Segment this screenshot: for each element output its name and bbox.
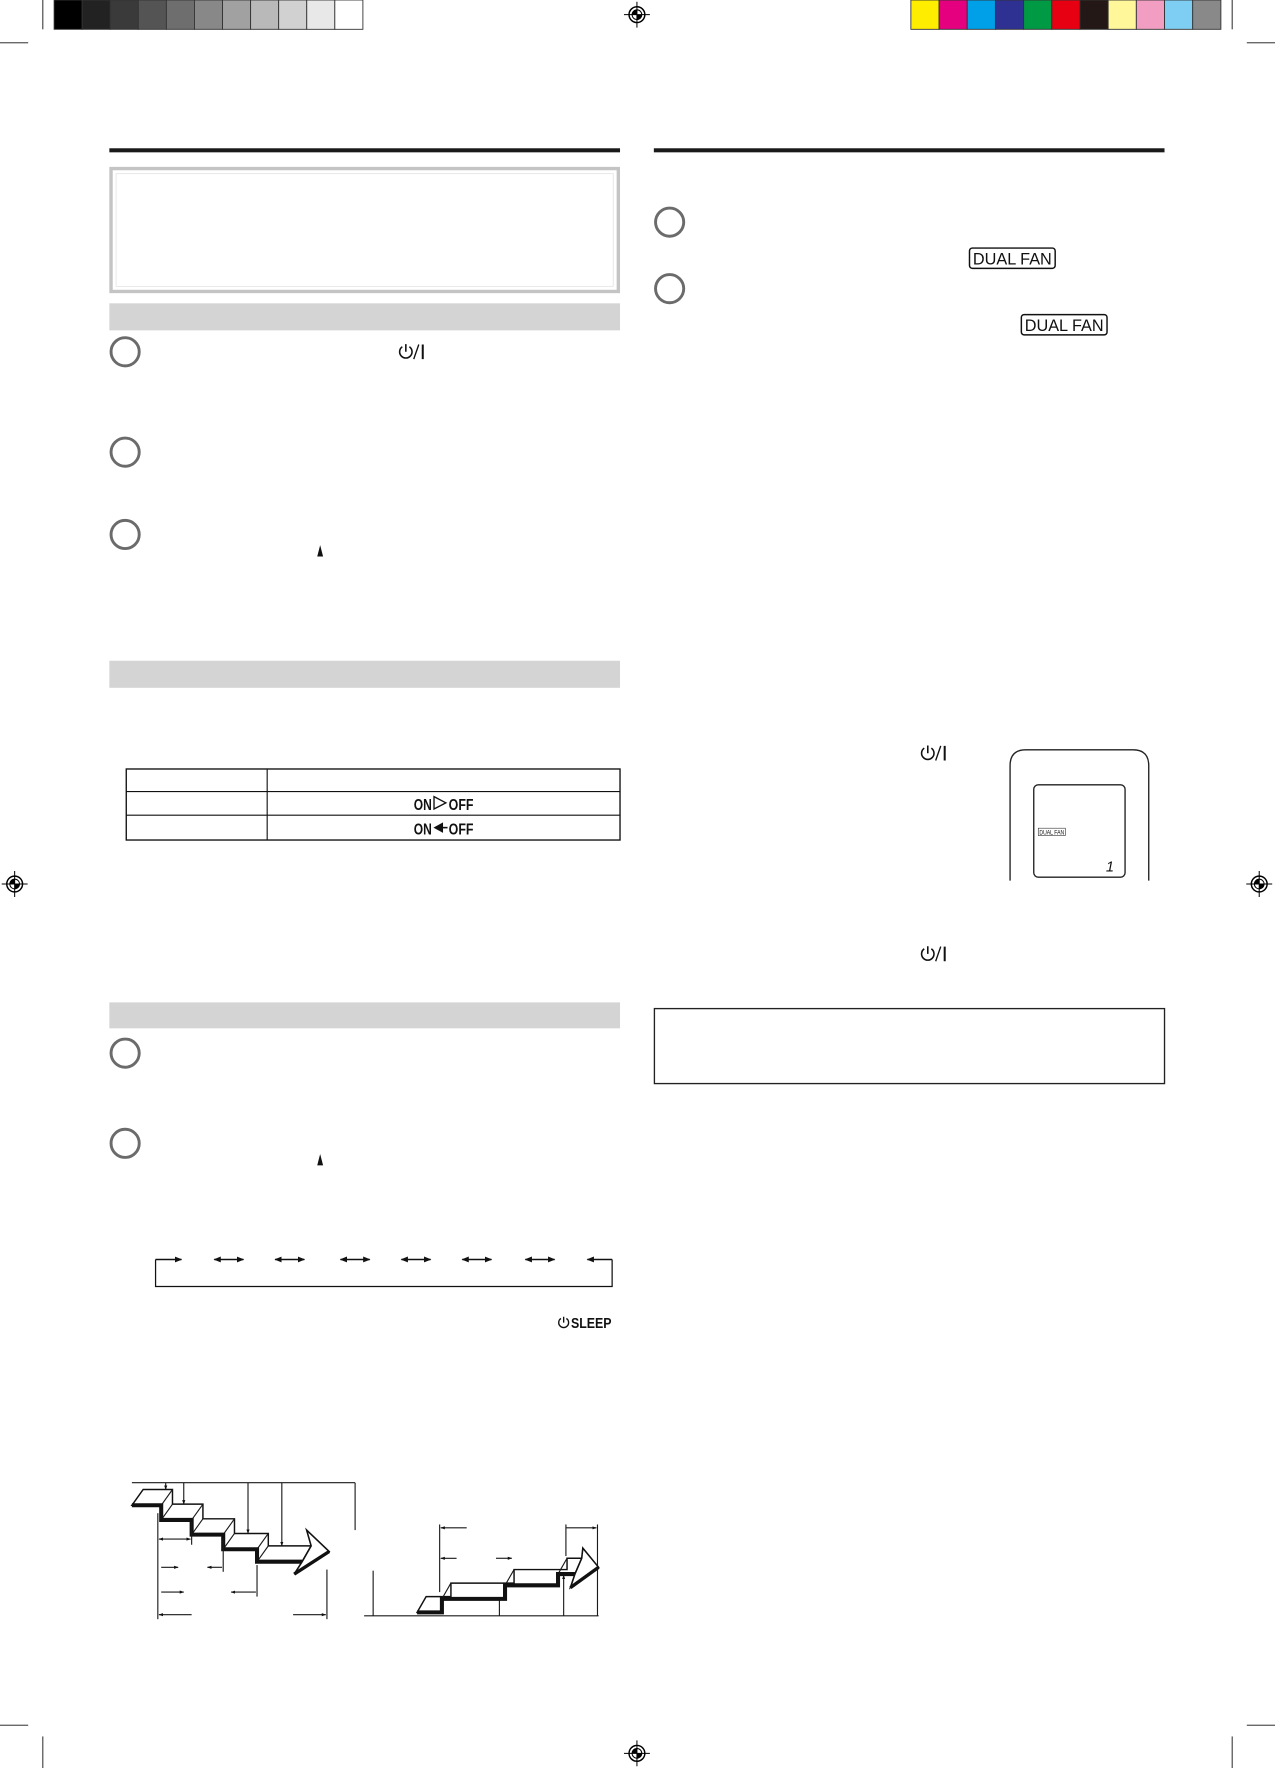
- remote-display-mode: DUAL FAN: [1039, 829, 1065, 837]
- registration-mark-icon: [624, 1740, 650, 1766]
- setting-cycle-diagram: [156, 1259, 613, 1286]
- section-heading-band: [109, 1002, 620, 1028]
- color-swatch: [1052, 0, 1080, 29]
- dual-fan-indicator: [1021, 315, 1107, 335]
- step-circle-icon: [111, 1039, 139, 1067]
- note-box: [654, 1009, 1164, 1084]
- color-swatch: [911, 0, 939, 29]
- on-label: ON: [413, 797, 432, 815]
- step-circle-icon: [656, 208, 684, 236]
- grayscale-swatch: [110, 0, 138, 29]
- color-swatch: [967, 0, 995, 29]
- outline-right-triangle-icon: [434, 797, 446, 809]
- up-triangle-icon: [317, 1154, 323, 1165]
- power-icon: [400, 344, 423, 359]
- step-circle-icon: [111, 520, 139, 548]
- color-swatch: [995, 0, 1023, 29]
- column-top-rule: [654, 148, 1165, 152]
- grayscale-swatch: [194, 0, 222, 29]
- table-row: [414, 821, 474, 838]
- grayscale-swatch: [223, 0, 251, 29]
- sleep-button-label: [559, 1316, 612, 1332]
- dual-fan-label: DUAL FAN: [972, 249, 1052, 269]
- dual-fan-label: DUAL FAN: [1024, 315, 1104, 335]
- color-swatch: [1024, 0, 1052, 29]
- section-heading-band: [109, 303, 620, 330]
- on-label: ON: [413, 821, 432, 839]
- grayscale-color-bar: [54, 0, 363, 29]
- step-circle-icon: [111, 438, 139, 466]
- color-swatch: [1136, 0, 1164, 29]
- grayscale-swatch: [54, 0, 82, 29]
- process-color-bar: [911, 0, 1221, 29]
- intro-box: [111, 169, 618, 292]
- color-swatch: [1080, 0, 1108, 29]
- up-triangle-icon: [317, 545, 323, 556]
- grayscale-swatch: [82, 0, 110, 29]
- table-row: [414, 797, 474, 815]
- remote-control-illustration: [1010, 750, 1149, 881]
- dual-fan-indicator: [969, 248, 1055, 268]
- column-top-rule: [109, 148, 620, 152]
- grayscale-swatch: [251, 0, 279, 29]
- table-frame: [126, 769, 620, 840]
- registration-mark-icon: [2, 871, 28, 897]
- power-icon: [922, 946, 945, 961]
- grayscale-swatch: [279, 0, 307, 29]
- ascending-steps-arrow-icon: [364, 1524, 598, 1615]
- power-icon: [922, 746, 945, 761]
- section-heading-band: [109, 661, 620, 688]
- color-swatch: [939, 0, 967, 29]
- cycle-return-line: [156, 1259, 613, 1286]
- grayscale-swatch: [335, 0, 363, 29]
- timer-icon: [559, 1317, 569, 1328]
- grayscale-swatch: [307, 0, 335, 29]
- grayscale-swatch: [166, 0, 194, 29]
- intro-box-inner-border: [116, 174, 613, 287]
- step-circle-icon: [111, 338, 139, 366]
- color-swatch: [1108, 0, 1136, 29]
- registration-mark-icon: [624, 2, 650, 28]
- grayscale-swatch: [138, 0, 166, 29]
- remote-display-value: 1: [1105, 859, 1115, 876]
- step-circle-icon: [111, 1129, 139, 1157]
- off-label: OFF: [448, 821, 474, 839]
- timer-indicator-table: [126, 769, 620, 840]
- off-label: OFF: [448, 797, 474, 815]
- registration-mark-icon: [1246, 871, 1272, 897]
- descending-steps-arrow-icon: [132, 1483, 355, 1619]
- color-swatch: [1165, 0, 1193, 29]
- step-circle-icon: [656, 275, 684, 303]
- color-swatch: [1193, 0, 1221, 29]
- filled-left-arrow-icon: [433, 822, 447, 833]
- sleep-label: SLEEP: [570, 1316, 612, 1333]
